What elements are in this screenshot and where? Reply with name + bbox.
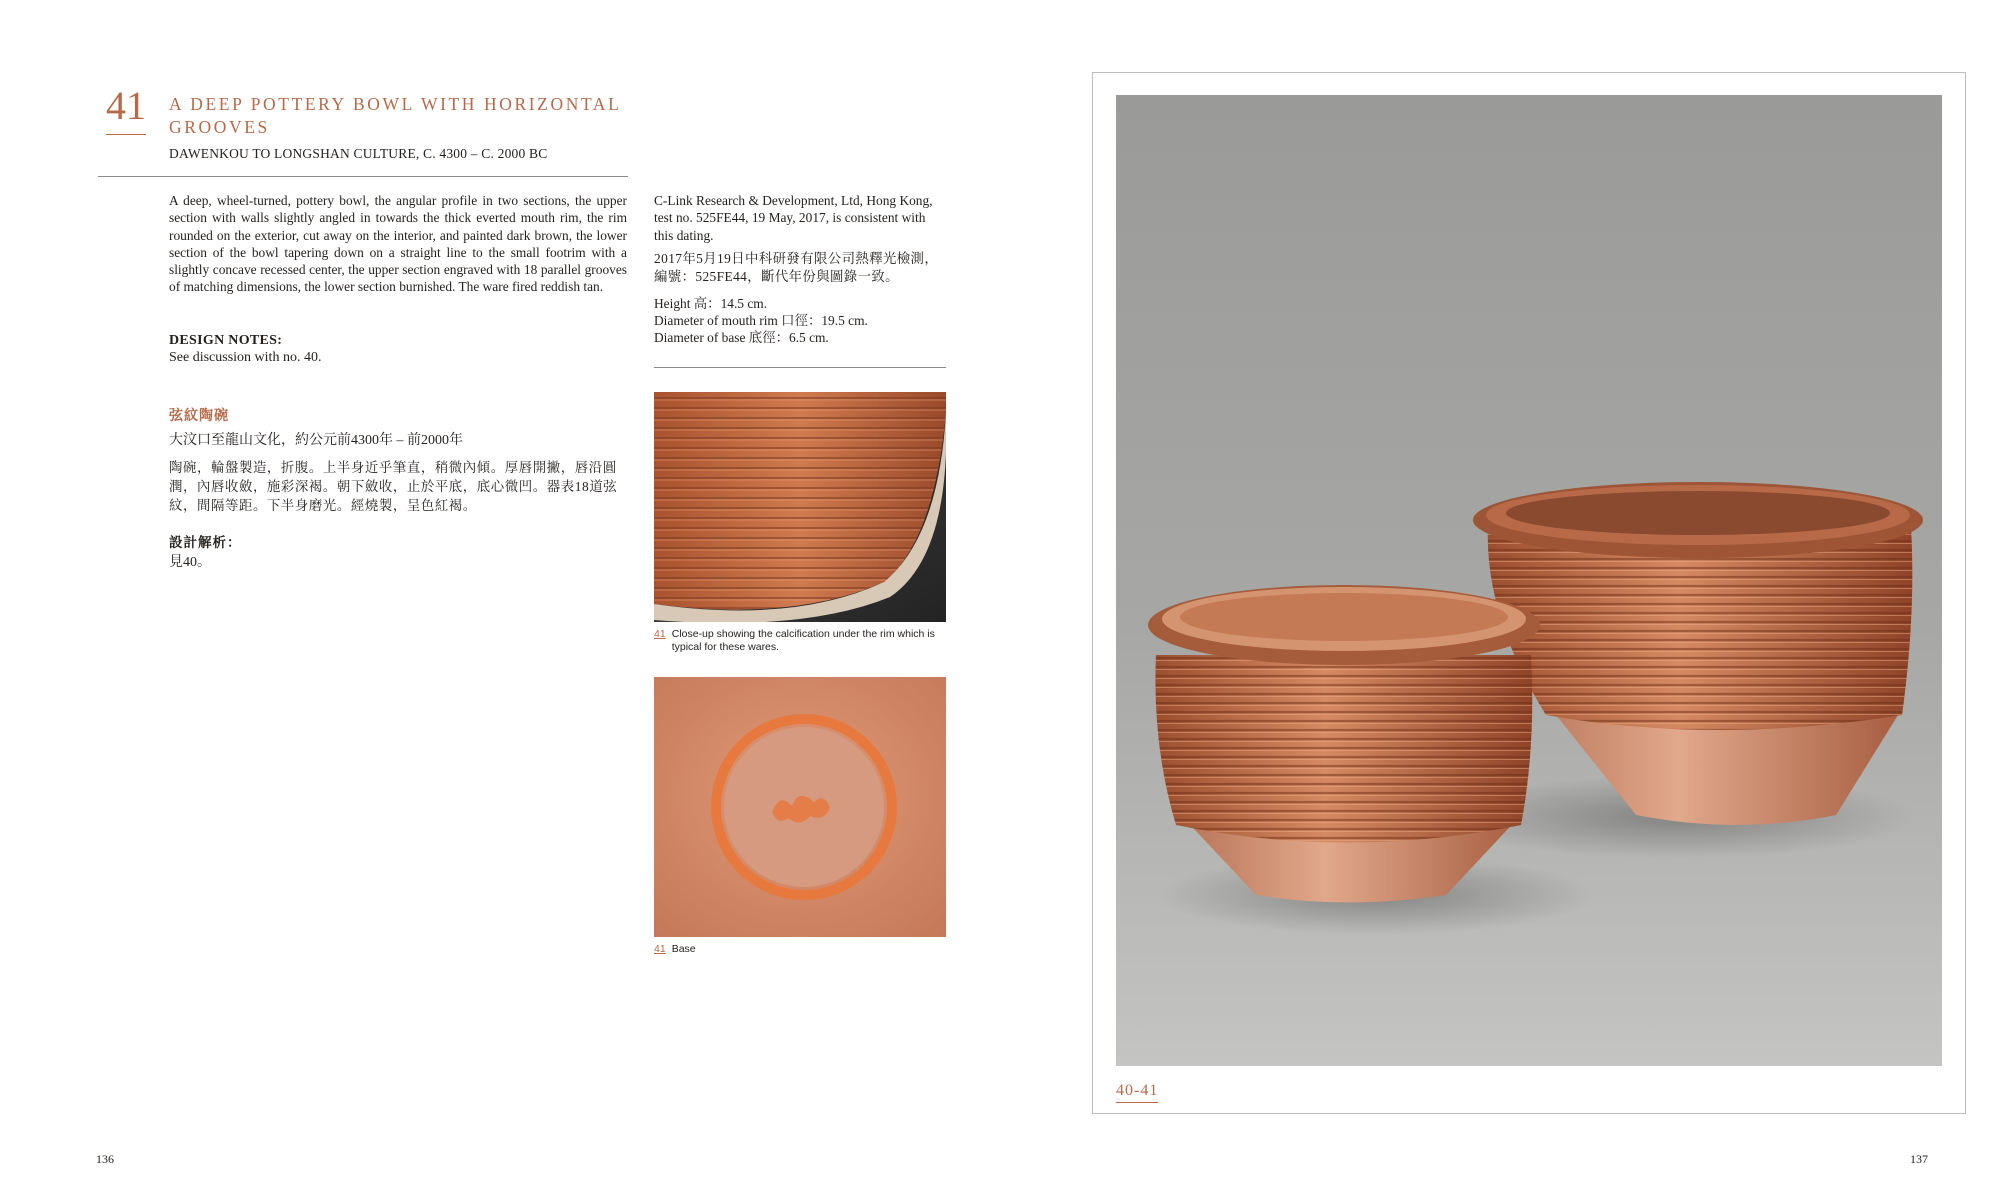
page-number-right: 137 <box>1910 1152 1928 1166</box>
base-photo <box>654 677 946 937</box>
lot-number: 41 <box>106 86 146 135</box>
column-divider <box>654 367 946 368</box>
caption-number: 41 <box>654 943 666 955</box>
design-notes-heading: DESIGN NOTES: <box>169 333 283 348</box>
detail-caption-2 <box>654 943 946 956</box>
chinese-subtitle: 大汶口至龍山文化，約公元前4300年 – 前2000年 <box>169 433 463 448</box>
plate-caption: 40-41 <box>1116 1082 1158 1103</box>
dimension-mouth: Diameter of mouth rim 口徑：19.5 cm. <box>654 313 868 328</box>
chinese-title: 弦紋陶碗 <box>169 409 229 424</box>
bowls-photograph <box>1116 95 1942 1066</box>
chinese-design-text: 見40。 <box>169 555 211 570</box>
caption-number: 41 <box>654 628 666 640</box>
chinese-description: 陶碗，輪盤製造，折腹。上半身近乎筆直，稍微內傾。厚唇開撇，唇沿圓潤，內唇收斂，施彩深褐。朝下斂收，止於平底，底心微凹。器表18道弦紋，間隔等距。下半身磨光。經燒製，呈色紅褐。 <box>169 460 618 513</box>
test-report-chinese: 2017年5月19日中科研發有限公司熱釋光檢測，編號：525FE44，斷代年份與圖錄一致。 <box>654 251 939 284</box>
dimension-base: Diameter of base 底徑：6.5 cm. <box>654 330 829 345</box>
dimension-height: Height 高：14.5 cm. <box>654 296 768 311</box>
detail-caption-1 <box>654 628 946 654</box>
title-divider <box>98 176 628 177</box>
caption-text: Base <box>671 943 696 955</box>
rim-closeup-photo <box>654 392 946 622</box>
lot-title: A DEEP POTTERY BOWL WITH HORIZONTAL GROOVES <box>169 94 621 137</box>
caption-text: Close-up showing the calcification under the rim which is typical for these wares. <box>671 628 935 653</box>
test-report-english: C-Link Research & Development, Ltd, Hong Kong, test no. 525FE44, 19 May, 2017, is consistent with this dating. <box>654 193 933 243</box>
description-text: A deep, wheel-turned, pottery bowl, the angular profile in two sections, the upper section with walls slightly angled in towards the thick everted mouth rim, the rim rounded on the exterior, cut away on the interior, and painted dark brown, the lower section of the bowl tapering down on a straight line to the small footrim with a slightly concave recessed center, the upper section engraved with 18 parallel grooves of matching dimensions, the lower section burnished. The ware fired reddish tan. <box>169 193 627 295</box>
page-number-left: 136 <box>96 1152 114 1166</box>
lot-subtitle: DAWENKOU TO LONGSHAN CULTURE, C. 4300 – C. 2000 BC <box>169 146 548 161</box>
design-notes-text: See discussion with no. 40. <box>169 350 322 365</box>
chinese-design-heading: 設計解析： <box>169 535 242 550</box>
